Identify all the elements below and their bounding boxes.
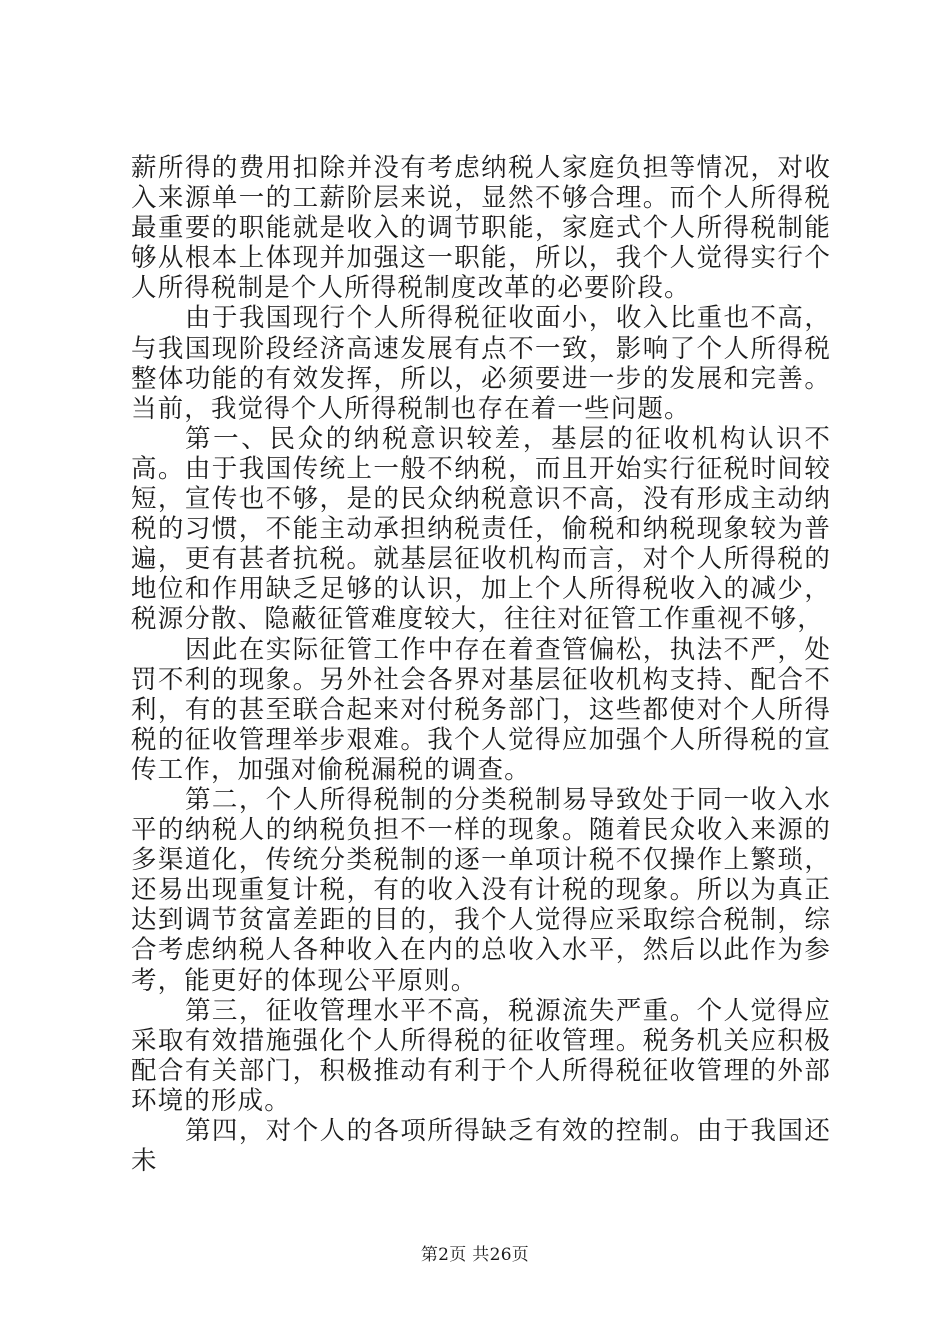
paragraph-5: 第二，个人所得税制的分类税制易导致处于同一收入水平的纳税人的纳税负担不一样的现象。随着民众收入来源的多渠道化，传统分类税制的逐一单项计税不仅操作上繁琐，还易出现重复计税，有的收入没有计税的现象。所以为真正达到调节贫富差距的目的，我个人觉得应采取综合税制，综合考虑纳税人各种收入在内的总收入水平，然后以此作为参考，能更好的体现公平原则。 [131, 784, 831, 996]
paragraph-3: 第一、民众的纳税意识较差，基层的征收机构认识不高。由于我国传统上一般不纳税，而且开始实行征税时间较短，宣传也不够，是的民众纳税意识不高，没有形成主动纳税的习惯，不能主动承担纳税责任，偷税和纳税现象较为普遍，更有甚者抗税。就基层征收机构而言，对个人所得税的地位和作用缺乏足够的认识，加上个人所得税收入的减少，税源分散、隐蔽征管难度较大，往往对征管工作重视不够， [131, 423, 831, 635]
paragraph-4: 因此在实际征管工作中存在着查管偏松，执法不严，处罚不利的现象。另外社会各界对基层征收机构支持、配合不利，有的甚至联合起来对付税务部门，这些都使对个人所得税的征收管理举步艰难。我个人觉得应加强个人所得税的宣传工作，加强对偷税漏税的调查。 [131, 634, 831, 785]
paragraph-6: 第三，征收管理水平不高，税源流失严重。个人觉得应采取有效措施强化个人所得税的征收管理。税务机关应积极配合有关部门，积极推动有利于个人所得税征收管理的外部环境的形成。 [131, 995, 831, 1116]
page-number-footer: 第2页 共26页 [420, 1245, 530, 1265]
paragraph-2: 由于我国现行个人所得税征收面小，收入比重也不高，与我国现阶段经济高速发展有点不一致，影响了个人所得税整体功能的有效发挥，所以，必须要进一步的发展和完善。当前，我觉得个人所得税制也存在着一些问题。 [131, 303, 831, 424]
document-body [131, 153, 831, 1176]
paragraph-1: 薪所得的费用扣除并没有考虑纳税人家庭负担等情况，对收入来源单一的工薪阶层来说，显然不够合理。而个人所得税最重要的职能就是收入的调节职能，家庭式个人所得税制能够从根本上体现并加强这一职能，所以，我个人觉得实行个人所得税制是个人所得税制度改革的必要阶段。 [131, 153, 831, 304]
paragraph-7: 第四，对个人的各项所得缺乏有效的控制。由于我国还未 [131, 1116, 831, 1177]
